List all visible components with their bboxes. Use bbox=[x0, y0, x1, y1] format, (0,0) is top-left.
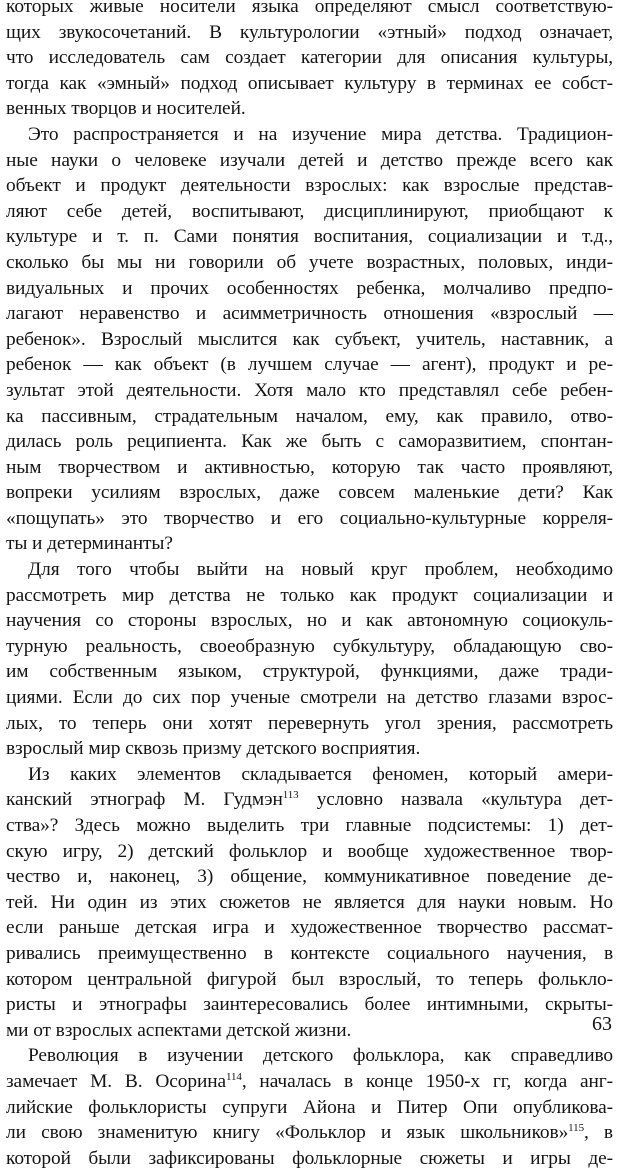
text-fragment: , началась в конце 1950-х гг, когда анг- bbox=[241, 1070, 613, 1092]
footnote-reference: 114 bbox=[226, 1070, 242, 1083]
text-line: циями. Если до сих пор ученые смотрели на детство глазами взрос- bbox=[6, 687, 613, 709]
text-line: «пощупать» это творчество и его социально-культурные корреля- bbox=[6, 507, 613, 529]
text-line: если раньше детская игра и художественное творчество рассмат- bbox=[6, 917, 613, 939]
text-fragment: канский этнограф М. Гудмэн bbox=[6, 789, 283, 811]
footnote-reference: 115 bbox=[568, 1122, 584, 1135]
text-line: Для того чтобы выйти на новый круг проблем, необходимо bbox=[28, 559, 613, 581]
text-line: Революция в изучении детского фольклора, как справедливо bbox=[28, 1045, 613, 1067]
text-line: рассмотреть мир детства не только как продукт социализации и bbox=[6, 584, 613, 606]
text-line: лых, то теперь они хотят перевернуть угол зрения, рассмотреть bbox=[6, 712, 613, 734]
text-line: сколько бы мы ни говорили об учете возрастных, половых, инди- bbox=[6, 251, 613, 273]
text-line: Это распространяется и на изучение мира детства. Традицион- bbox=[28, 123, 613, 145]
text-line: тогда как «эмный» подход описывает культуру в терминах ее собст- bbox=[6, 72, 613, 94]
text-line: культуре и т. п. Сами понятия воспитания, социализации и т.д., bbox=[6, 226, 613, 248]
text-line: ка пассивным, страдательным началом, ему, как правило, отво- bbox=[6, 405, 613, 427]
text-line bbox=[6, 1069, 613, 1095]
text-line: которых живые носители языка определяют смысл соответствую- bbox=[6, 0, 613, 17]
text-line: лагают неравенство и асимметричность отношения «взрослый — bbox=[6, 303, 613, 325]
text-line: венных творцов и носителей. bbox=[6, 98, 246, 120]
text-line: ми от взрослых аспектами детской жизни. bbox=[6, 1019, 352, 1041]
text-line: видуальных и прочих особенностях ребенка, молчаливо предпо- bbox=[6, 277, 613, 299]
text-line: ным творчеством и активностью, которую так часто проявляют, bbox=[6, 456, 613, 478]
text-line: турную реальность, своеобразную субкультуру, обладающую сво- bbox=[6, 635, 613, 657]
text-line: дилась роль реципиента. Как же быть с саморазвитием, спонтан- bbox=[6, 431, 613, 453]
text-line: что исследователь сам создает категории для описания культуры, bbox=[6, 47, 613, 69]
text-line: ные науки о человеке изучали детей и детство прежде всего как bbox=[6, 149, 613, 171]
text-line bbox=[6, 787, 613, 813]
text-line: ства»? Здесь можно выделить три главные подсистемы: 1) дет- bbox=[6, 815, 613, 836]
text-line: которой были зафиксированы фольклорные сюжеты и игры де- bbox=[6, 1147, 613, 1169]
text-line: ляют себе детей, воспитывают, дисциплинируют, приобщают к bbox=[6, 200, 613, 222]
text-fragment: ли свою знаменитую книгу «Фольклор и язык школьников» bbox=[6, 1122, 569, 1144]
text-line: щих звукосочетаний. В культурологии «этный» подход означает, bbox=[6, 21, 613, 43]
text-line: Из каких элементов складывается феномен, который амери- bbox=[28, 763, 613, 785]
body-text bbox=[6, 0, 613, 1171]
text-line: научения со стороны взрослых, но и как автономную социокуль- bbox=[6, 610, 613, 632]
text-fragment: условно назвала «культура дет- bbox=[298, 789, 613, 811]
text-line: зультат этой деятельности. Хотя мало кто представлял себе ребен- bbox=[6, 379, 613, 401]
text-line: ты и детерминанты? bbox=[6, 533, 173, 555]
footnote-reference: 113 bbox=[282, 789, 299, 802]
text-line: им собственным языком, структурой, функциями, даже тради- bbox=[6, 661, 613, 683]
text-line: вопреки усилиям взрослых, даже совсем маленькие дети? Как bbox=[6, 482, 613, 504]
text-line: ребенок». Взрослый мыслится как субъект, учитель, наставник, а bbox=[6, 328, 613, 350]
text-line: лийские фольклористы супруги Айона и Питер Опи опубликова- bbox=[6, 1096, 613, 1118]
text-line: ребенок — как объект (в лучшем случае — агент), продукт и ре- bbox=[6, 354, 613, 376]
page-number: 63 bbox=[592, 1013, 612, 1035]
text-line: чество и, наконец, 3) общение, коммуникативное поведение де- bbox=[6, 866, 613, 888]
text-line bbox=[6, 1120, 613, 1146]
text-line: объект и продукт деятельности взрослых: как взрослые представ- bbox=[6, 175, 613, 197]
text-fragment: , в bbox=[583, 1122, 613, 1144]
text-line: скую игру, 2) детский фольклор и вообще художественное твор- bbox=[6, 840, 613, 862]
text-fragment: замечает М. В. Осорина bbox=[6, 1070, 227, 1092]
text-line: тей. Ни один из этих сюжетов не является для науки новым. Но bbox=[6, 891, 613, 913]
text-line: взрослый мир сквозь призму детского восприятия. bbox=[6, 738, 421, 760]
text-line: котором центральной фигурой был взрослый, то теперь фольклo- bbox=[6, 968, 613, 990]
text-line: ривались преимущественно в контексте социального научения, в bbox=[6, 942, 613, 964]
text-line: ристы и этнографы заинтересовались более интимными, скрыты- bbox=[6, 994, 613, 1016]
